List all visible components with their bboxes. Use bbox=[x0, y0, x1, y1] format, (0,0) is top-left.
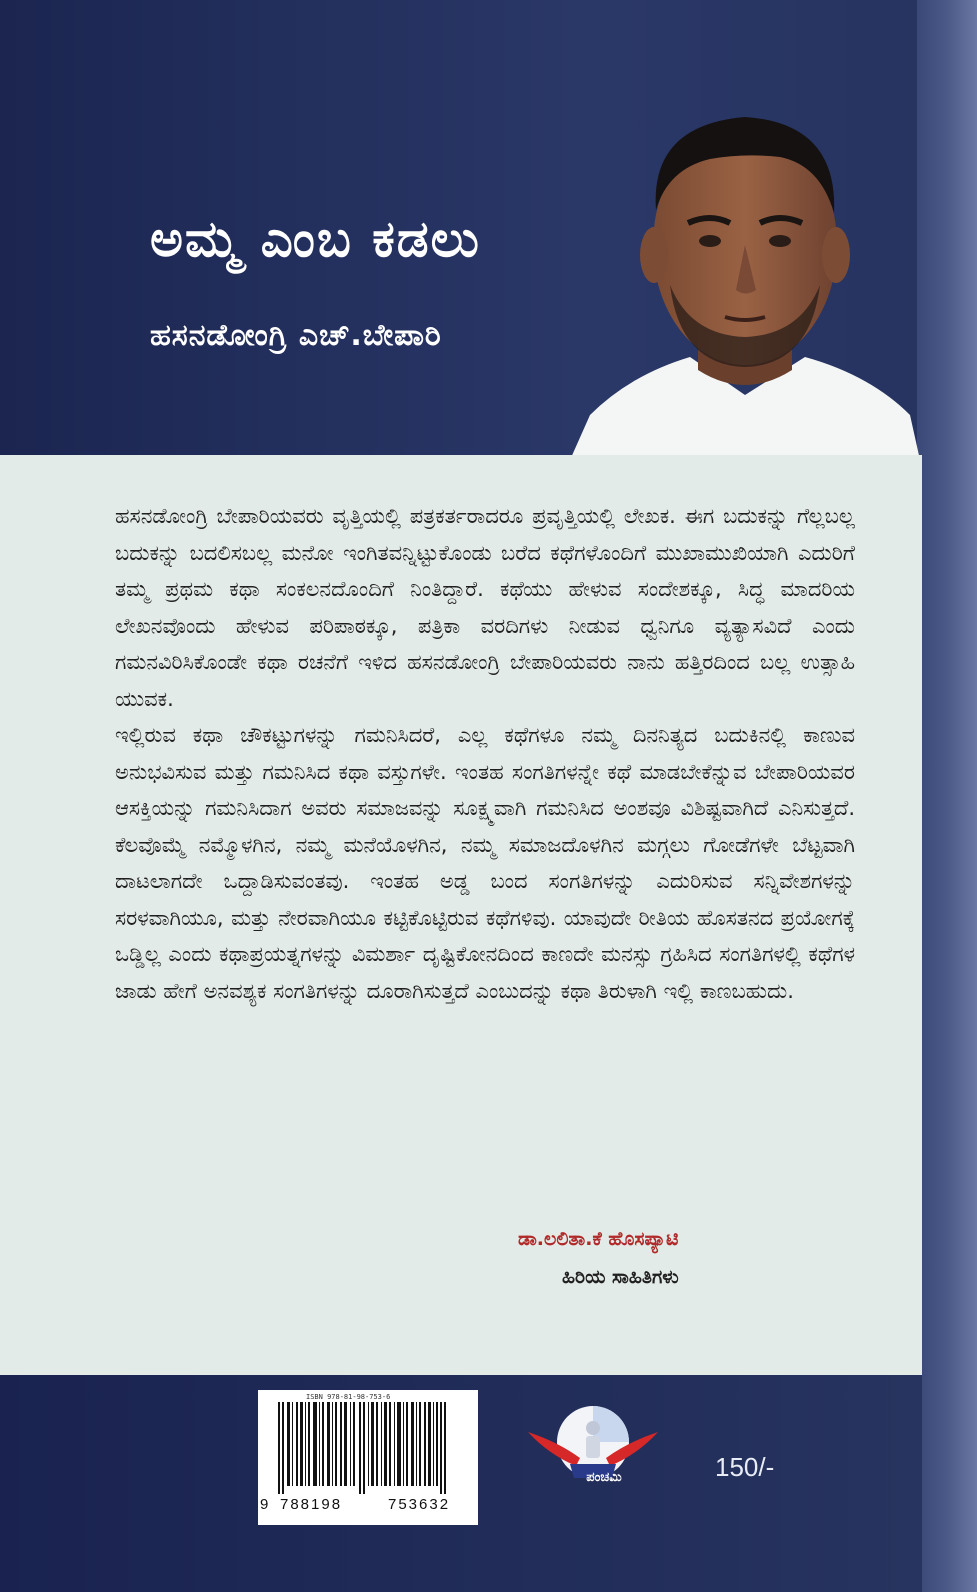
isbn-label: ISBN 978-81-98-753-6 bbox=[306, 1393, 391, 1401]
signature-title: ಹಿರಿಯ ಸಾಹಿತಿಗಳು bbox=[562, 1266, 679, 1288]
spine-edge bbox=[917, 0, 977, 1592]
publisher-name: ಪಂಚಮಿ bbox=[586, 1470, 622, 1485]
price-label: 150/- bbox=[715, 1452, 775, 1482]
blurb-paragraph-2: ಇಲ್ಲಿರುವ ಕಥಾ ಚೌಕಟ್ಟುಗಳನ್ನು ಗಮನಿಸಿದರೆ, ಎಲ್ಲ ಕಥೆಗಳೂ ನಮ್ಮ ದಿನನಿತ್ಯದ ಬದುಕಿನಲ್ಲಿ ಕಾಣುವ ಅನುಭವಿಸುವ ಮತ್ತು ಗಮನಿಸಿದ ಕಥಾ ವಸ್ತುಗಳೇ. ಇಂತಹ ಸಂಗತಿಗಳನ್ನೇ ಕಥೆ ಮಾಡಬೇಕೆನ್ನುವ ಬೇಪಾರಿಯವರ ಆಸಕ್ತಿಯನ್ನು ಗಮನಿಸಿದಾಗ ಅವರು ಸಮಾಜವನ್ನು ಸೂಕ್ಷ್ಮವಾಗಿ ಗಮನಿಸಿದ ಅಂಶವೂ ವಿಶಿಷ್ಟವಾಗಿದೆ ಎನಿಸುತ್ತದೆ. ಕೆಲವೊಮ್ಮೆ ನಮ್ಮೊಳಗಿನ, ನಮ್ಮ ಮನೆಯೊಳಗಿನ, ನಮ್ಮ ಸಮಾಜದೊಳಗಿನ ಮಗ್ಗಲು ಗೋಡೆಗಳೇ ಬೆಟ್ಟವಾಗಿ ದಾಟಲಾಗದೇ ಒದ್ದಾಡಿಸುವಂತವು. ಇಂತಹ ಅಡ್ಡ ಬಂದ ಸಂಗತಿಗಳನ್ನು ಎದುರಿಸುವ ಸನ್ನಿವೇಶಗಳನ್ನು ಸರಳವಾಗಿಯೂ, ಮತ್ತು ನೇರವಾಗಿಯೂ ಕಟ್ಟಿಕೊಟ್ಟಿರುವ ಕಥೆಗಳಿವು. ಯಾವುದೇ ರೀತಿಯ ಹೊಸತನದ ಪ್ರಯೋಗಕ್ಕೆ ಒಡ್ಡಿಲ್ಲ ಎಂದು ಕಥಾಪ್ರಯತ್ನಗಳನ್ನು ವಿಮರ್ಶಾ ದೃಷ್ಟಿಕೋನದಿಂದ ಕಾಣದೇ ಮನಸ್ಸು ಗ್ರಹಿಸಿದ ಸಂಗತಿಗಳಲ್ಲಿ ಕಥೆಗಳ ಜಾಡು ಹೇಗೆ ಅನವಶ್ಯಕ ಸಂಗತಿಗಳನ್ನು ದೂರಾಗಿಸುತ್ತದೆ ಎಂಬುದನ್ನು ಕಥಾ ತಿರುಳಾಗಿ ಇಲ್ಲಿ ಕಾಣಬಹುದು. bbox=[115, 723, 855, 1003]
book-title: ಅಮ್ಮ ಎಂಬ ಕಡಲು bbox=[150, 210, 481, 268]
blurb-paragraph-1: ಹಸನಡೋಂಗ್ರಿ ಬೇಪಾರಿಯವರು ವೃತ್ತಿಯಲ್ಲಿ ಪತ್ರಕರ್ತರಾದರೂ ಪ್ರವೃತ್ತಿಯಲ್ಲಿ ಲೇಖಕ. ಈಗ ಬದುಕನ್ನು ಗೆಲ್ಲಬಲ್ಲ ಬದುಕನ್ನು ಬದಲಿಸಬಲ್ಲ ಮನೋ ಇಂಗಿತವನ್ನಿಟ್ಟುಕೊಂಡು ಬರೆದ ಕಥೆಗಳೊಂದಿಗೆ ಮುಖಾಮುಖಿಯಾಗಿ ಎದುರಿಗೆ ತಮ್ಮ ಪ್ರಥಮ ಕಥಾ ಸಂಕಲನದೊಂದಿಗೆ ನಿಂತಿದ್ದಾರೆ. ಕಥೆಯು ಹೇಳುವ ಸಂದೇಶಕ್ಕೂ, ಸಿದ್ಧ ಮಾದರಿಯ ಲೇಖನವೊಂದು ಹೇಳುವ ಪರಿಪಾಠಕ್ಕೂ, ಪತ್ರಿಕಾ ವರದಿಗಳು ನೀಡುವ ಧ್ವನಿಗೂ ವ್ಯತ್ಯಾಸವಿದೆ ಎಂದು ಗಮನವಿರಿಸಿಕೊಂಡೇ ಕಥಾ ರಚನೆಗೆ ಇಳಿದ ಹಸನಡೋಂಗ್ರಿ ಬೇಪಾರಿಯವರು ನಾನು ಹತ್ತಿರದಿಂದ ಬಲ್ಲ ಉತ್ಸಾಹಿ ಯುವಕ. bbox=[115, 504, 855, 711]
signature-name: ಡಾ.ಲಲಿತಾ.ಕೆ ಹೊಸಪ್ಯಾಟಿ bbox=[518, 1228, 679, 1250]
isbn-left-group: 788198 bbox=[280, 1496, 343, 1513]
barcode-icon bbox=[264, 1402, 472, 1494]
isbn-right-group: 753632 bbox=[388, 1496, 451, 1513]
isbn-lead-digit: 9 bbox=[260, 1496, 269, 1513]
author-photo bbox=[570, 95, 920, 460]
blurb-text bbox=[115, 498, 855, 1009]
isbn-barcode bbox=[258, 1390, 478, 1525]
author-name: ಹಸನಡೋಂಗ್ರಿ ಎಚ್.ಬೇಪಾರಿ bbox=[150, 318, 442, 353]
